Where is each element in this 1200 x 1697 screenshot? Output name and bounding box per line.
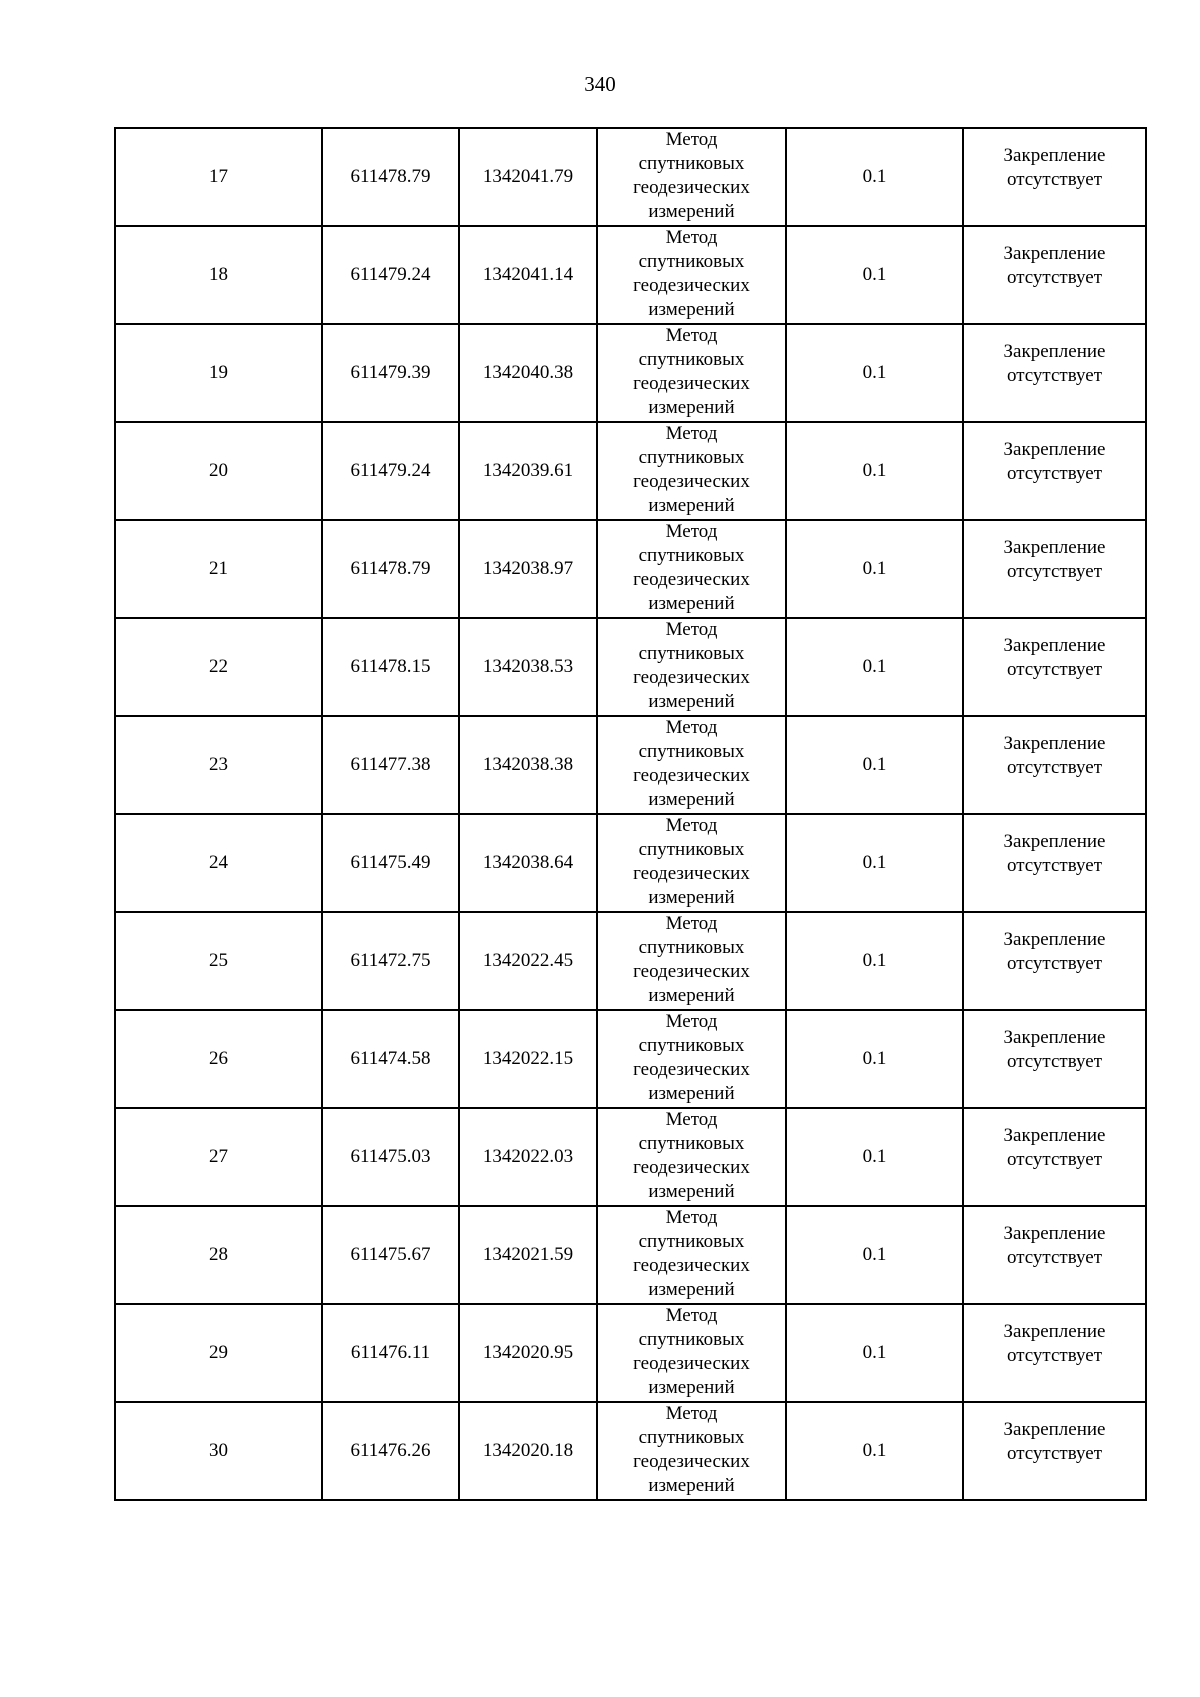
coordinates-table-body (115, 128, 1146, 1500)
accuracy-cell: 0.1 (786, 226, 963, 324)
x-coordinate-cell: 611479.24 (322, 226, 459, 324)
accuracy-cell: 0.1 (786, 716, 963, 814)
accuracy-cell: 0.1 (786, 128, 963, 226)
y-coordinate-cell: 1342038.97 (459, 520, 597, 618)
fixing-cell-text: Закрепление отсутствует (1003, 929, 1106, 974)
page-number: 340 (584, 72, 616, 96)
fixing-cell (963, 324, 1146, 422)
accuracy-cell: 0.1 (786, 1010, 963, 1108)
method-cell-text: Метод спутниковых геодезических измерений (633, 619, 750, 712)
x-coordinate-cell: 611478.15 (322, 618, 459, 716)
accuracy-cell: 0.1 (786, 520, 963, 618)
table-row (115, 1108, 1146, 1206)
fixing-cell (963, 1206, 1146, 1304)
fixing-cell-text: Закрепление отсутствует (1003, 635, 1106, 680)
method-cell-text: Метод спутниковых геодезических измерений (633, 325, 750, 418)
fixing-cell (963, 226, 1146, 324)
y-coordinate-cell: 1342022.15 (459, 1010, 597, 1108)
y-coordinate-cell: 1342022.45 (459, 912, 597, 1010)
accuracy-cell: 0.1 (786, 1206, 963, 1304)
table-row (115, 618, 1146, 716)
coordinates-table (114, 127, 1147, 1501)
table-row (115, 814, 1146, 912)
method-cell-text: Метод спутниковых геодезических измерений (633, 1305, 750, 1398)
accuracy-cell: 0.1 (786, 1108, 963, 1206)
fixing-cell (963, 520, 1146, 618)
method-cell (597, 226, 786, 324)
method-cell-text: Метод спутниковых геодезических измерений (633, 913, 750, 1006)
y-coordinate-cell: 1342041.14 (459, 226, 597, 324)
fixing-cell-text: Закрепление отсутствует (1003, 243, 1106, 288)
y-coordinate-cell: 1342022.03 (459, 1108, 597, 1206)
fixing-cell-text: Закрепление отсутствует (1003, 1027, 1106, 1072)
fixing-cell (963, 1304, 1146, 1402)
method-cell (597, 814, 786, 912)
accuracy-cell: 0.1 (786, 422, 963, 520)
accuracy-cell: 0.1 (786, 1304, 963, 1402)
method-cell (597, 128, 786, 226)
method-cell-text: Метод спутниковых геодезических измерений (633, 815, 750, 908)
y-coordinate-cell: 1342038.38 (459, 716, 597, 814)
y-coordinate-cell: 1342039.61 (459, 422, 597, 520)
accuracy-cell: 0.1 (786, 618, 963, 716)
fixing-cell-text: Закрепление отсутствует (1003, 1419, 1106, 1464)
table-row (115, 716, 1146, 814)
point-number-cell: 30 (115, 1402, 322, 1500)
table-row (115, 1402, 1146, 1500)
x-coordinate-cell: 611479.39 (322, 324, 459, 422)
method-cell (597, 324, 786, 422)
fixing-cell (963, 814, 1146, 912)
point-number-cell: 19 (115, 324, 322, 422)
table-row (115, 1206, 1146, 1304)
y-coordinate-cell: 1342021.59 (459, 1206, 597, 1304)
x-coordinate-cell: 611479.24 (322, 422, 459, 520)
fixing-cell-text: Закрепление отсутствует (1003, 439, 1106, 484)
accuracy-cell: 0.1 (786, 324, 963, 422)
fixing-cell-text: Закрепление отсутствует (1003, 341, 1106, 386)
fixing-cell-text: Закрепление отсутствует (1003, 537, 1106, 582)
method-cell (597, 1304, 786, 1402)
point-number-cell: 22 (115, 618, 322, 716)
point-number-cell: 21 (115, 520, 322, 618)
method-cell (597, 1402, 786, 1500)
method-cell-text: Метод спутниковых геодезических измерений (633, 423, 750, 516)
fixing-cell (963, 912, 1146, 1010)
method-cell-text: Метод спутниковых геодезических измерений (633, 521, 750, 614)
method-cell-text: Метод спутниковых геодезических измерений (633, 129, 750, 222)
method-cell-text: Метод спутниковых геодезических измерений (633, 1403, 750, 1496)
fixing-cell-text: Закрепление отсутствует (1003, 831, 1106, 876)
point-number-cell: 18 (115, 226, 322, 324)
table-row (115, 422, 1146, 520)
method-cell (597, 1206, 786, 1304)
x-coordinate-cell: 611477.38 (322, 716, 459, 814)
method-cell (597, 912, 786, 1010)
point-number-cell: 27 (115, 1108, 322, 1206)
method-cell-text: Метод спутниковых геодезических измерений (633, 1207, 750, 1300)
y-coordinate-cell: 1342038.64 (459, 814, 597, 912)
x-coordinate-cell: 611475.67 (322, 1206, 459, 1304)
point-number-cell: 17 (115, 128, 322, 226)
x-coordinate-cell: 611478.79 (322, 520, 459, 618)
fixing-cell (963, 1402, 1146, 1500)
fixing-cell (963, 1108, 1146, 1206)
accuracy-cell: 0.1 (786, 814, 963, 912)
y-coordinate-cell: 1342041.79 (459, 128, 597, 226)
x-coordinate-cell: 611474.58 (322, 1010, 459, 1108)
method-cell-text: Метод спутниковых геодезических измерений (633, 227, 750, 320)
method-cell-text: Метод спутниковых геодезических измерений (633, 1011, 750, 1104)
table-row (115, 324, 1146, 422)
fixing-cell (963, 716, 1146, 814)
method-cell (597, 716, 786, 814)
fixing-cell (963, 1010, 1146, 1108)
fixing-cell-text: Закрепление отсутствует (1003, 1125, 1106, 1170)
x-coordinate-cell: 611475.49 (322, 814, 459, 912)
y-coordinate-cell: 1342040.38 (459, 324, 597, 422)
y-coordinate-cell: 1342038.53 (459, 618, 597, 716)
x-coordinate-cell: 611475.03 (322, 1108, 459, 1206)
point-number-cell: 20 (115, 422, 322, 520)
method-cell-text: Метод спутниковых геодезических измерений (633, 717, 750, 810)
table-row (115, 226, 1146, 324)
method-cell (597, 1010, 786, 1108)
y-coordinate-cell: 1342020.18 (459, 1402, 597, 1500)
point-number-cell: 28 (115, 1206, 322, 1304)
method-cell (597, 422, 786, 520)
fixing-cell (963, 618, 1146, 716)
accuracy-cell: 0.1 (786, 912, 963, 1010)
point-number-cell: 24 (115, 814, 322, 912)
x-coordinate-cell: 611476.11 (322, 1304, 459, 1402)
method-cell (597, 618, 786, 716)
y-coordinate-cell: 1342020.95 (459, 1304, 597, 1402)
fixing-cell-text: Закрепление отсутствует (1003, 733, 1106, 778)
method-cell-text: Метод спутниковых геодезических измерений (633, 1109, 750, 1202)
fixing-cell-text: Закрепление отсутствует (1003, 1321, 1106, 1366)
method-cell (597, 520, 786, 618)
accuracy-cell: 0.1 (786, 1402, 963, 1500)
x-coordinate-cell: 611472.75 (322, 912, 459, 1010)
x-coordinate-cell: 611478.79 (322, 128, 459, 226)
fixing-cell (963, 422, 1146, 520)
table-row (115, 1010, 1146, 1108)
fixing-cell (963, 128, 1146, 226)
table-row (115, 520, 1146, 618)
fixing-cell-text: Закрепление отсутствует (1003, 145, 1106, 190)
point-number-cell: 23 (115, 716, 322, 814)
method-cell (597, 1108, 786, 1206)
point-number-cell: 25 (115, 912, 322, 1010)
table-row (115, 912, 1146, 1010)
table-row (115, 128, 1146, 226)
table-row (115, 1304, 1146, 1402)
point-number-cell: 29 (115, 1304, 322, 1402)
point-number-cell: 26 (115, 1010, 322, 1108)
x-coordinate-cell: 611476.26 (322, 1402, 459, 1500)
fixing-cell-text: Закрепление отсутствует (1003, 1223, 1106, 1268)
